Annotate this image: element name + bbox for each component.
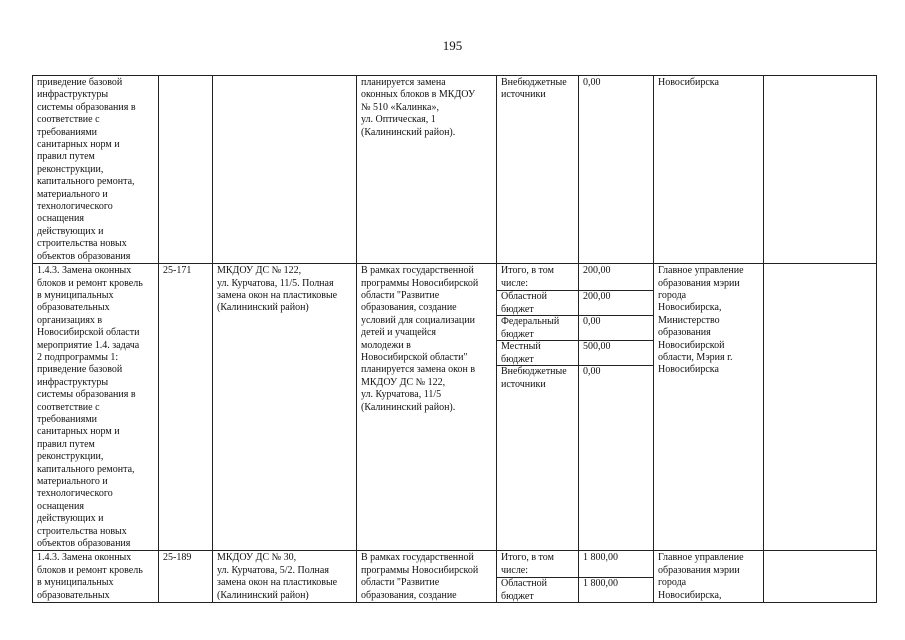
table-row — [33, 551, 877, 603]
amount — [579, 265, 653, 290]
funding-source — [497, 552, 578, 577]
funding-source — [497, 265, 578, 290]
event-cell-text: 1.4.3. Замена оконных блоков и ремонт кровель в муниципальных образовательных — [37, 552, 143, 601]
funding-source-text: Областной бюджет — [501, 291, 548, 315]
extra-cell — [764, 76, 877, 264]
extra-cell — [764, 551, 877, 603]
funding-source-cell — [497, 76, 579, 264]
table-row — [33, 264, 877, 551]
object-cell — [213, 76, 357, 264]
funding-source-text: Итого, в том числе: — [501, 265, 554, 289]
funding-source — [497, 341, 578, 365]
funding-source — [497, 366, 578, 390]
event-cell-text: 1.4.3. Замена оконных блоков и ремонт кровель в муниципальных образовательных организациях в Новосибирской области мероприятие 1.4. задача 2 подпрограммы 1: приведение базовой инфраструктуры системы образования в соответствие с требованиями санитарных норм и правил путем реконструкции, капитального ремонта, материального и технологического оснащения действующих и строительства новых объектов образования — [37, 265, 143, 550]
funding-source — [497, 77, 578, 103]
description-cell-text: В рамках государственной программы Новосибирской области "Развитие образования, создание условий для социализации детей и учащейся молодежи в Новосибирской области" планируется замена окон в МКДОУ ДС № 122, ул. Курчатова, 11/5 (Калининский район). — [361, 265, 479, 413]
amount — [579, 578, 653, 602]
description-cell — [357, 551, 497, 603]
amount-value: 1 800,00 — [583, 552, 618, 564]
amount-value: 0,00 — [583, 316, 601, 328]
object-cell — [213, 551, 357, 603]
amount-value: 1 800,00 — [583, 578, 618, 590]
amount-cell — [579, 551, 654, 603]
program-table — [32, 75, 877, 603]
description-cell-text: планируется замена оконных блоков в МКДОУ № 510 «Калинка», ул. Оптическая, 1 (Калининский район). — [361, 77, 476, 138]
funding-source — [497, 578, 578, 602]
amount-value: 0,00 — [583, 366, 601, 378]
event-cell-text: приведение базовой инфраструктуры системы образования в соответствие с требованиями санитарных норм и правил путем реконструкции, капитального ремонта, материального и технологического оснащения действующих и строительства новых объектов образования — [37, 77, 136, 262]
funding-source-text: Областной бюджет — [501, 578, 548, 602]
amount-list — [579, 77, 653, 103]
amount — [579, 77, 653, 103]
amount — [579, 552, 653, 577]
code-cell-text: 25-171 — [163, 265, 192, 277]
amount — [579, 341, 653, 365]
object-cell — [213, 264, 357, 551]
object-cell-text: МКДОУ ДС № 30, ул. Курчатова, 5/2. Полная замена окон на пластиковые (Калининский район) — [217, 552, 338, 601]
event-cell — [33, 264, 159, 551]
description-cell — [357, 264, 497, 551]
amount-value: 200,00 — [583, 291, 611, 303]
amount-value: 200,00 — [583, 265, 611, 277]
funding-source-text: Федеральный бюджет — [501, 316, 560, 340]
code-cell — [159, 551, 213, 603]
funding-source-list — [497, 77, 578, 103]
code-cell — [159, 76, 213, 264]
funding-source — [497, 316, 578, 340]
code-cell — [159, 264, 213, 551]
table-body — [33, 76, 877, 603]
executor-cell-text: Главное управление образования мэрии города Новосибирска, Министерство образования Новосибирской области, Мэрия г. Новосибирска — [658, 265, 744, 376]
funding-source-text: Внебюджетные источники — [501, 366, 567, 390]
executor-cell-text: Главное управление образования мэрии города Новосибирска, — [658, 552, 744, 601]
amount-cell — [579, 76, 654, 264]
funding-source-list — [497, 265, 578, 390]
amount — [579, 366, 653, 390]
executor-cell — [654, 551, 764, 603]
code-cell-text: 25-189 — [163, 552, 192, 564]
object-cell-text: МКДОУ ДС № 122, ул. Курчатова, 11/5. Полная замена окон на пластиковые (Калининский район) — [217, 265, 338, 314]
description-cell-text: В рамках государственной программы Новосибирской области "Развитие образования, создание — [361, 552, 479, 601]
funding-source-text: Итого, в том числе: — [501, 552, 554, 576]
amount-value: 0,00 — [583, 77, 601, 88]
event-cell — [33, 76, 159, 264]
amount — [579, 291, 653, 315]
description-cell — [357, 76, 497, 264]
amount — [579, 316, 653, 340]
funding-source-text: Местный бюджет — [501, 341, 541, 365]
executor-cell — [654, 76, 764, 264]
executor-cell-text: Новосибирска — [658, 77, 719, 88]
funding-source-list — [497, 552, 578, 602]
table-row — [33, 76, 877, 264]
funding-source-cell — [497, 551, 579, 603]
extra-cell — [764, 264, 877, 551]
amount-list — [579, 265, 653, 390]
funding-source-text: Внебюджетные источники — [501, 77, 567, 101]
funding-source — [497, 291, 578, 315]
executor-cell — [654, 264, 764, 551]
amount-value: 500,00 — [583, 341, 611, 353]
page-number: 195 — [442, 38, 463, 53]
event-cell — [33, 551, 159, 603]
funding-source-cell — [497, 264, 579, 551]
amount-list — [579, 552, 653, 602]
amount-cell — [579, 264, 654, 551]
